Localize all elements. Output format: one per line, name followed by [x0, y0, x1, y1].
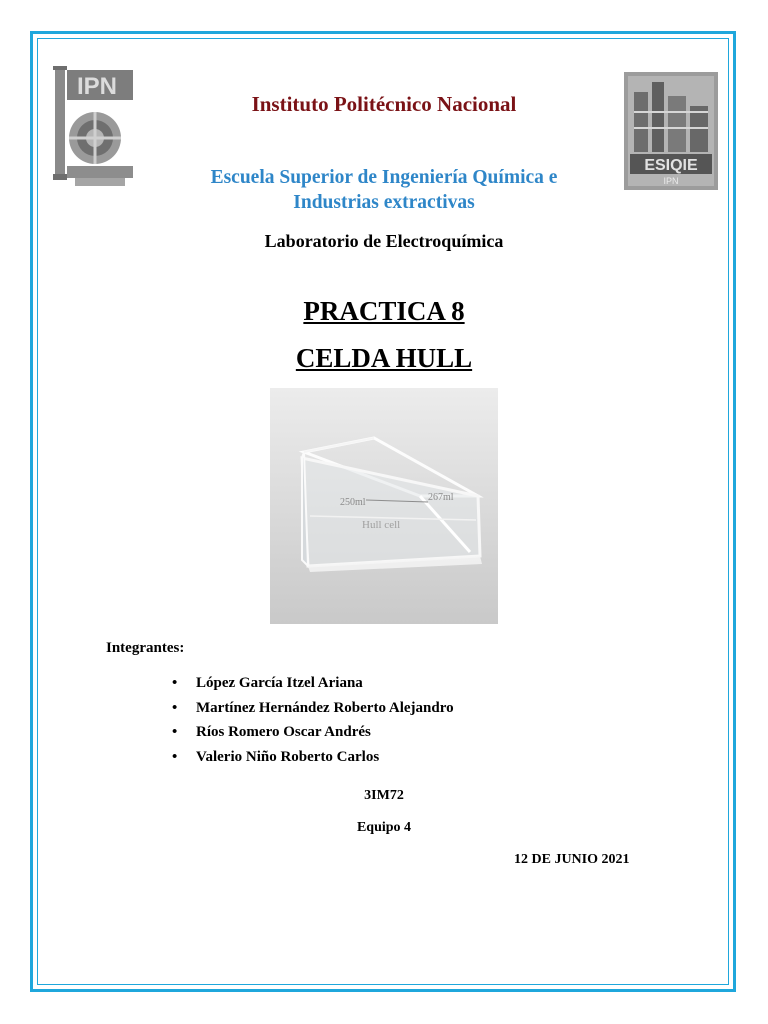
school-title-line1: Escuela Superior de Ingeniería Química e [210, 167, 558, 188]
member-item: • López García Itzel Ariana [172, 673, 454, 698]
practice-title: PRACTICA 8 [303, 296, 465, 326]
photo-label-267ml: 267ml [428, 492, 454, 503]
subject-title: CELDA HULL [295, 343, 473, 373]
institution-title: Instituto Politécnico Nacional [251, 92, 517, 116]
group-code: 3IM72 [364, 788, 404, 803]
members-list [172, 673, 454, 771]
photo-label-250ml: 250ml [340, 497, 366, 508]
member-item: • Martínez Hernández Roberto Alejandro [172, 698, 454, 723]
member-item: • Ríos Romero Oscar Andrés [172, 722, 454, 747]
photo-label-hull-cell: Hull cell [362, 519, 401, 531]
ipn-logo-text: IPN [76, 73, 118, 100]
member-item: • Valerio Niño Roberto Carlos [172, 747, 454, 772]
esiqie-logo [624, 72, 718, 190]
team-label: Equipo 4 [356, 820, 412, 835]
hull-cell-photo [270, 388, 498, 624]
esiqie-logo-subtext: IPN [663, 176, 679, 186]
school-title [150, 165, 618, 215]
ipn-logo [53, 62, 133, 188]
school-title-line2: Industrias extractivas [293, 192, 475, 213]
date-label: 12 DE JUNIO 2021 [514, 852, 630, 867]
laboratory-title: Laboratorio de Electroquímica [264, 231, 504, 251]
esiqie-logo-text: ESIQIE [644, 157, 698, 174]
members-heading: Integrantes: [106, 640, 185, 656]
